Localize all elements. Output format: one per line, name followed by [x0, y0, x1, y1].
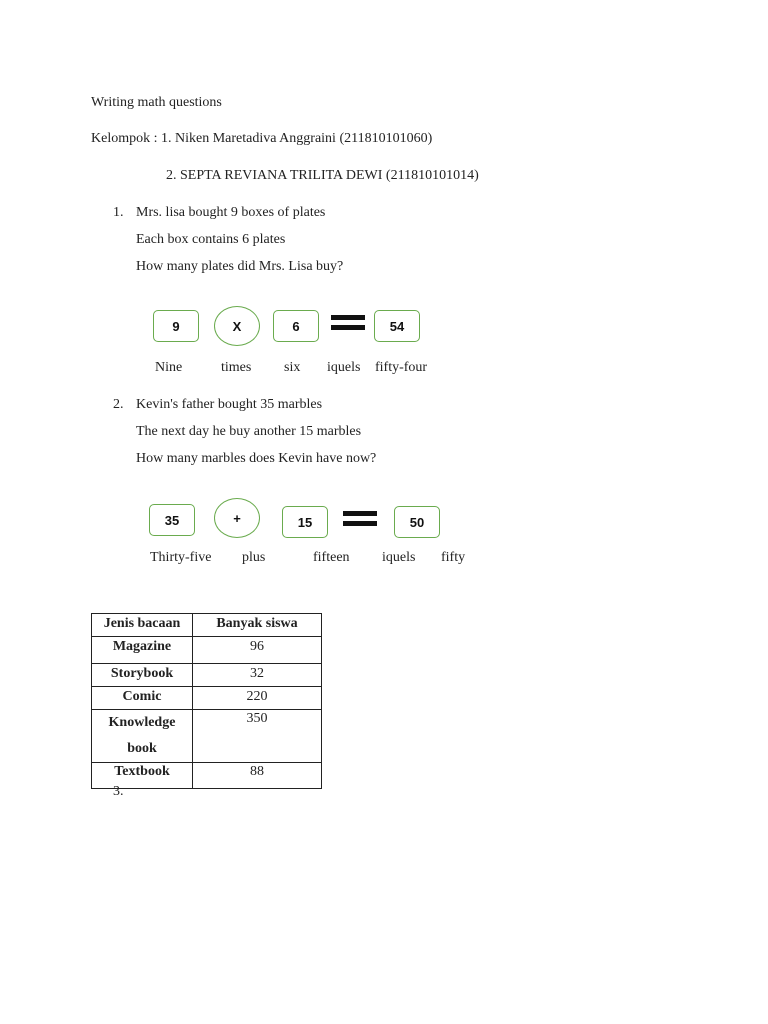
table-cell-count: 96 — [193, 637, 322, 664]
q1-word-b: six — [284, 360, 301, 375]
q2-word-a: Thirty-five — [150, 550, 212, 565]
question-1-line-2: Each box contains 6 plates — [136, 232, 286, 247]
table-cell-count: 350 — [193, 710, 322, 763]
q1-word-equals: iquels — [327, 360, 361, 375]
q1-word-result: fifty-four — [375, 360, 428, 375]
question-1-number: 1. — [113, 205, 124, 220]
table-cell-type: Textbook — [92, 763, 193, 789]
group-member-2: 2. SEPTA REVIANA TRILITA DEWI (211810101014) — [166, 168, 479, 183]
table-cell-count: 32 — [193, 664, 322, 687]
table-row — [92, 637, 322, 664]
document-title: Writing math questions — [91, 95, 222, 110]
q1-operand-b-box: 6 — [273, 310, 319, 342]
table-header-type: Jenis bacaan — [92, 614, 193, 637]
table-cell-type: Comic — [92, 687, 193, 710]
table-header-count: Banyak siswa — [193, 614, 322, 637]
question-2-line-2: The next day he buy another 15 marbles — [136, 424, 362, 439]
q1-result-box: 54 — [374, 310, 420, 342]
table-cell-type: Magazine — [92, 637, 193, 664]
table-cell-count: 88 — [193, 763, 322, 789]
q2-word-b: fifteen — [313, 550, 350, 565]
q2-operand-a-box: 35 — [149, 504, 195, 536]
question-1-line-3: How many plates did Mrs. Lisa buy? — [136, 259, 344, 274]
table-cell-count: 220 — [193, 687, 322, 710]
q1-equals-sign — [331, 315, 365, 331]
q1-operator-circle: X — [214, 306, 260, 346]
reading-table — [91, 613, 322, 789]
q2-equals-sign — [343, 511, 377, 527]
question-2-line-3: How many marbles does Kevin have now? — [136, 451, 377, 466]
q1-word-op: times — [221, 360, 252, 375]
q2-operand-b-box: 15 — [282, 506, 328, 538]
table-row — [92, 664, 322, 687]
q2-word-result: fifty — [441, 550, 466, 565]
q1-operand-a-box: 9 — [153, 310, 199, 342]
q2-word-equals: iquels — [382, 550, 416, 565]
q2-operator-circle: + — [214, 498, 260, 538]
table-cell-type-line-2: book — [127, 741, 157, 756]
q1-word-a: Nine — [155, 360, 183, 375]
question-2-line-1: Kevin's father bought 35 marbles — [136, 397, 323, 412]
q2-result-box: 50 — [394, 506, 440, 538]
table-header-row — [92, 614, 322, 637]
question-3-number: 3. — [113, 784, 124, 799]
table-row — [92, 710, 322, 763]
group-members-line: Kelompok : 1. Niken Maretadiva Anggraini (211810101060) — [91, 131, 433, 146]
table-cell-type — [92, 710, 193, 763]
table-cell-type: Storybook — [92, 664, 193, 687]
question-1-line-1: Mrs. lisa bought 9 boxes of plates — [136, 205, 326, 220]
table-row — [92, 687, 322, 710]
q2-word-op: plus — [242, 550, 266, 565]
question-2-number: 2. — [113, 397, 124, 412]
table-row — [92, 763, 322, 789]
table-cell-type-line-1: Knowledge — [108, 715, 176, 730]
